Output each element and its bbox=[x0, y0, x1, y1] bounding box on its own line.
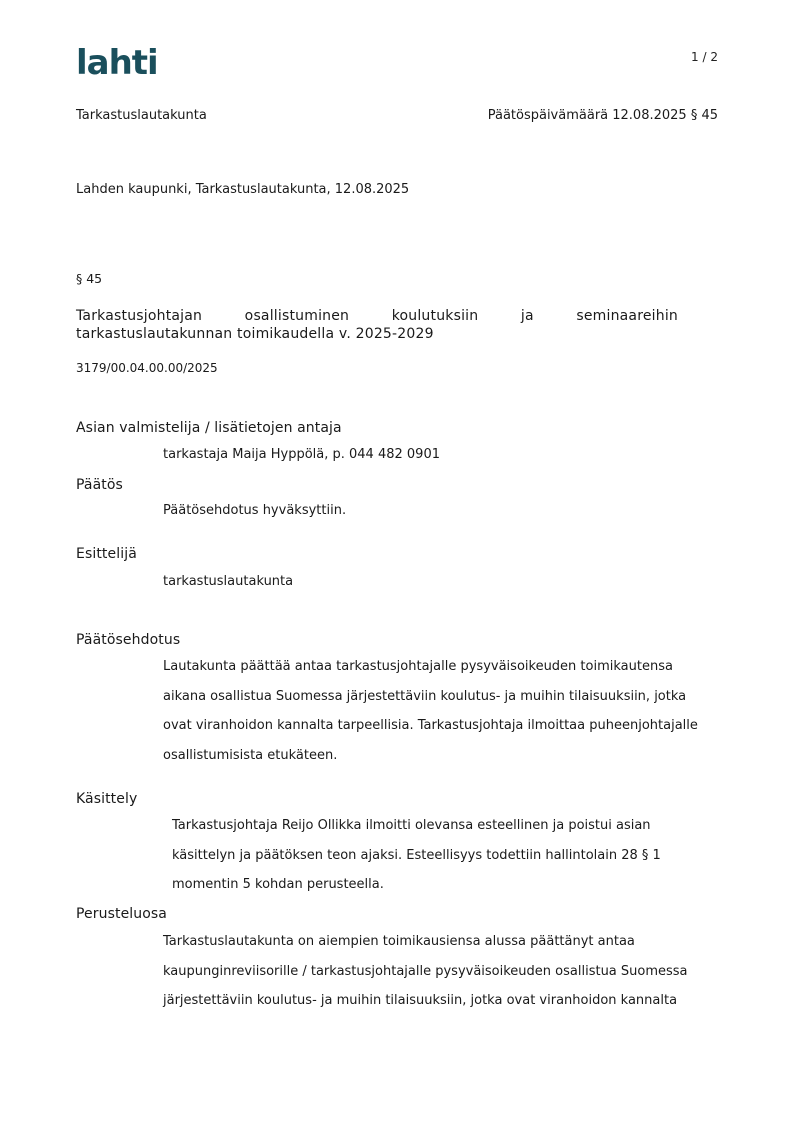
proposal-heading: Päätösehdotus bbox=[76, 632, 181, 648]
presenter-text: tarkastuslautakunta bbox=[163, 574, 294, 589]
rationale-line: kaupunginreviisorille / tarkastusjohtajalle pysyväisoikeuden osallistua Suomessa bbox=[163, 963, 688, 979]
decision-heading: Päätös bbox=[76, 477, 123, 493]
proposal-line: aikana osallistua Suomessa järjestettäviin koulutus- ja muihin tilaisuuksiin, jotka bbox=[163, 688, 687, 704]
lahti-logo: lahti bbox=[76, 43, 158, 83]
handling-line: momentin 5 kohdan perusteella. bbox=[172, 877, 384, 892]
section-number: § 45 bbox=[76, 271, 103, 286]
proposal-paragraph bbox=[163, 652, 698, 770]
meeting-line: Lahden kaupunki, Tarkastuslautakunta, 12.08.2025 bbox=[76, 182, 410, 197]
rationale-line: Tarkastuslautakunta on aiempien toimikausiensa alussa päättänyt antaa bbox=[163, 934, 635, 949]
handling-line: käsittelyn ja päätöksen teon ajaksi. Esteellisyys todettiin hallintolain 28 § 1 bbox=[172, 847, 661, 863]
proposal-line: Lautakunta päättää antaa tarkastusjohtajalle pysyväisoikeuden toimikautensa bbox=[163, 659, 673, 674]
handling-paragraph bbox=[172, 811, 661, 900]
presenter-heading: Esittelijä bbox=[76, 546, 137, 562]
proposal-line: osallistumisista etukäteen. bbox=[163, 747, 338, 763]
proposal-line: ovat viranhoidon kannalta tarpeellisia. Tarkastusjohtaja ilmoittaa puheenjohtajalle bbox=[163, 718, 698, 733]
rationale-paragraph bbox=[163, 927, 688, 1016]
header-decision-date: Päätöspäivämäärä 12.08.2025 § 45 bbox=[487, 108, 718, 123]
preparer-text: tarkastaja Maija Hyppölä, p. 044 482 0901 bbox=[163, 447, 440, 462]
document-title: Tarkastusjohtajan osallistuminen koulutuksiin ja seminaareihin tarkastuslautakunnan toimikaudella v. 2025-2029 bbox=[76, 308, 678, 342]
diary-number: 3179/00.04.00.00/2025 bbox=[76, 361, 218, 375]
header-body-name: Tarkastuslautakunta bbox=[76, 108, 207, 123]
decision-text: Päätösehdotus hyväksyttiin. bbox=[163, 503, 347, 518]
page-number: 1 / 2 bbox=[691, 50, 718, 64]
rationale-heading: Perusteluosa bbox=[76, 906, 167, 922]
preparer-heading: Asian valmistelija / lisätietojen antaja bbox=[76, 420, 342, 436]
rationale-line: järjestettäviin koulutus- ja muihin tilaisuuksiin, jotka ovat viranhoidon kannalta bbox=[163, 993, 678, 1008]
handling-heading: Käsittely bbox=[76, 791, 138, 807]
handling-line: Tarkastusjohtaja Reijo Ollikka ilmoitti olevansa esteellinen ja poistui asian bbox=[172, 818, 651, 833]
